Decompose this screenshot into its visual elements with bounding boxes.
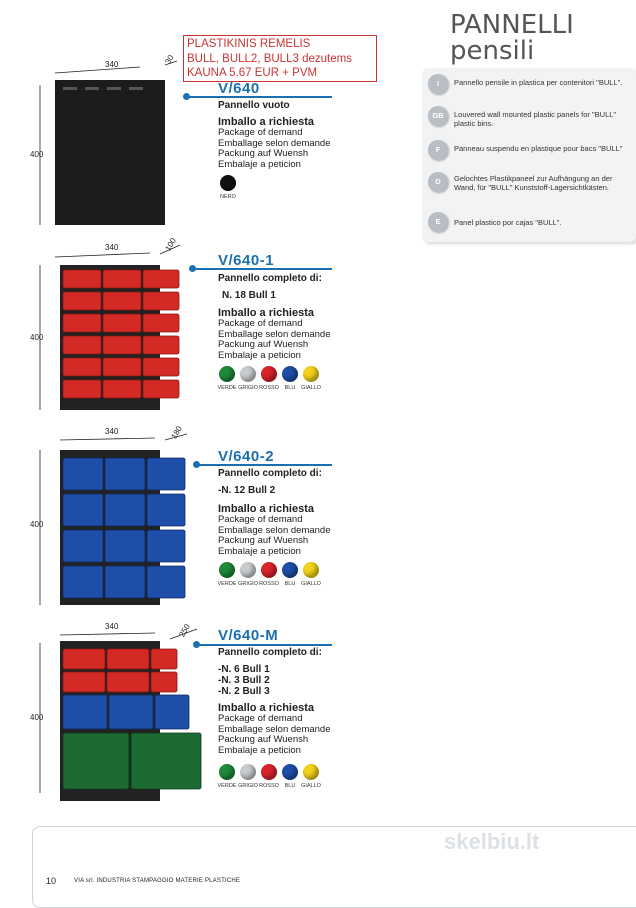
company-name: VIA srl. INDUSTRIA STAMPAGGIO MATERIE PLASTICHE [74, 878, 241, 884]
packaging-line: Emballage selon demande [218, 524, 331, 536]
color-label: BLU [284, 581, 296, 587]
panel-empty-illustration [25, 55, 185, 230]
product-item: -N. 12 Bull 2 [218, 485, 276, 496]
packaging-line: Packung auf Wuensh [218, 734, 309, 745]
packaging-line: Emballage selon demande [218, 723, 331, 735]
lang-text-e: Panel plastico por cajas "BULL". [454, 218, 562, 227]
packaging-line: Emballage selon demande [218, 328, 331, 340]
color-label: ROSSO [259, 385, 279, 391]
packaging-line: Packung auf Wuensh [218, 535, 309, 546]
color-swatch-blue [282, 366, 298, 382]
color-swatch-yellow [303, 562, 319, 578]
packaging-info [218, 116, 331, 170]
language-descriptions [422, 68, 636, 242]
color-swatch-grey [240, 562, 256, 578]
color-swatch-green [219, 764, 235, 780]
dim-depth-1: 30 [163, 53, 176, 66]
color-options [215, 764, 325, 794]
lang-badge-d: D [428, 172, 448, 192]
color-label: VERDE [217, 385, 237, 391]
product-desc: Pannello completo di: [218, 647, 322, 658]
promo-line-3: KAUNA 5.67 EUR + PVM [187, 67, 318, 79]
lang-badge-i: I [428, 74, 448, 94]
packaging-heading: Imballo a richiesta [218, 702, 314, 714]
product-desc: Pannello vuoto [218, 100, 290, 111]
product-code: V/640 [218, 80, 260, 97]
packaging-heading: Imballo a richiesta [218, 307, 314, 319]
color-swatch-red [261, 562, 277, 578]
product-item: -N. 6 Bull 1 [218, 664, 270, 675]
product-code: V/640-M [218, 627, 279, 644]
color-options [215, 562, 325, 592]
product-item: -N. 3 Bull 2 [218, 675, 270, 686]
lang-badge-e: E [428, 212, 448, 232]
color-swatch-yellow [303, 764, 319, 780]
lang-text-gb: Louvered wall mounted plastic panels for "BULL" plastic bins. [454, 110, 617, 128]
dim-height-3: 400 [30, 520, 44, 529]
panel-bull1-illustration [25, 240, 195, 415]
color-label: ROSSO [259, 783, 279, 789]
color-swatch-yellow [303, 366, 319, 382]
color-label: GRIGIO [238, 385, 258, 391]
color-label: VERDE [217, 581, 237, 587]
lang-text-i: Pannello pensile in plastica per contenitori "BULL". [454, 78, 623, 87]
title-line-1: PANNELLI [450, 10, 574, 40]
packaging-line: Packung auf Wuensh [218, 148, 309, 159]
product-underline [188, 96, 332, 98]
lang-text-d: Gelochtes Plastikpaneel zur Aufhängung an der Wand, für "BULL" Kunststoff-Lagersichtkästen. [454, 174, 613, 192]
lang-text-f: Panneau suspendu en plastique pour bacs "BULL" [454, 144, 623, 153]
lang-badge-f: F [428, 140, 448, 160]
packaging-line: Embalaje a peticion [218, 545, 301, 557]
packaging-info [218, 307, 331, 361]
footer-frame [32, 826, 636, 908]
dim-width-2: 340 [105, 243, 119, 252]
watermark: skelbiu.lt [444, 829, 540, 854]
product-item: -N. 2 Bull 3 [218, 686, 270, 697]
packaging-heading: Imballo a richiesta [218, 503, 314, 515]
packaging-heading: Imballo a richiesta [218, 116, 314, 128]
packaging-line: Package of demand [218, 127, 303, 138]
color-swatch-blue [282, 562, 298, 578]
color-swatch-red [261, 366, 277, 382]
promo-note [183, 35, 377, 82]
product-code: V/640-2 [218, 448, 275, 465]
packaging-line: Embalaje a peticion [218, 744, 301, 756]
product-underline [198, 644, 332, 646]
color-label: VERDE [217, 783, 237, 789]
packaging-line: Package of demand [218, 713, 303, 724]
dim-height-1: 400 [30, 150, 44, 159]
promo-line-1: PLASTIKINIS REMELIS [187, 38, 311, 50]
dim-depth-4: 250 [177, 622, 192, 639]
packaging-info [218, 702, 331, 756]
product-code: V/640-1 [218, 252, 275, 269]
packaging-line: Emballage selon demande [218, 137, 331, 149]
product-desc: Pannello completo di: [218, 468, 322, 479]
color-swatch-grey [240, 764, 256, 780]
packaging-line: Package of demand [218, 318, 303, 329]
color-label: ROSSO [259, 581, 279, 587]
color-label: NERO [220, 194, 236, 200]
color-label: GIALLO [301, 581, 321, 587]
color-swatch-green [219, 366, 235, 382]
color-label: GRIGIO [238, 783, 258, 789]
product-desc: Pannello completo di: [218, 273, 322, 284]
color-options [215, 366, 325, 396]
dim-width-1: 340 [105, 60, 119, 69]
page-number: 10 [46, 876, 57, 886]
color-label: BLU [284, 783, 296, 789]
packaging-line: Embalaje a peticion [218, 158, 301, 170]
packaging-line: Package of demand [218, 514, 303, 525]
page-title [450, 12, 574, 64]
color-swatch-grey [240, 366, 256, 382]
packaging-line: Embalaje a peticion [218, 349, 301, 361]
dim-height-4: 400 [30, 713, 44, 722]
title-line-2: pensili [450, 36, 535, 66]
panel-mixed-illustration [25, 625, 205, 810]
promo-line-2: BULL, BULL2, BULL3 dezutems [187, 52, 352, 65]
dim-depth-3: 180 [169, 424, 184, 441]
color-label: GRIGIO [238, 581, 258, 587]
color-label: BLU [284, 385, 296, 391]
color-swatch-black [220, 175, 236, 191]
dim-width-4: 340 [105, 622, 119, 631]
packaging-info [218, 503, 331, 557]
packaging-line: Packung auf Wuensh [218, 339, 309, 350]
product-item: N. 18 Bull 1 [222, 290, 276, 301]
color-swatch-red [261, 764, 277, 780]
lang-badge-gb: GB [428, 106, 448, 126]
color-swatch-blue [282, 764, 298, 780]
color-label: GIALLO [301, 385, 321, 391]
panel-bull2-illustration [25, 430, 195, 610]
dim-depth-2: 100 [163, 236, 178, 253]
dim-width-3: 340 [105, 427, 119, 436]
dim-height-2: 400 [30, 333, 44, 342]
color-label: GIALLO [301, 783, 321, 789]
color-swatch-green [219, 562, 235, 578]
